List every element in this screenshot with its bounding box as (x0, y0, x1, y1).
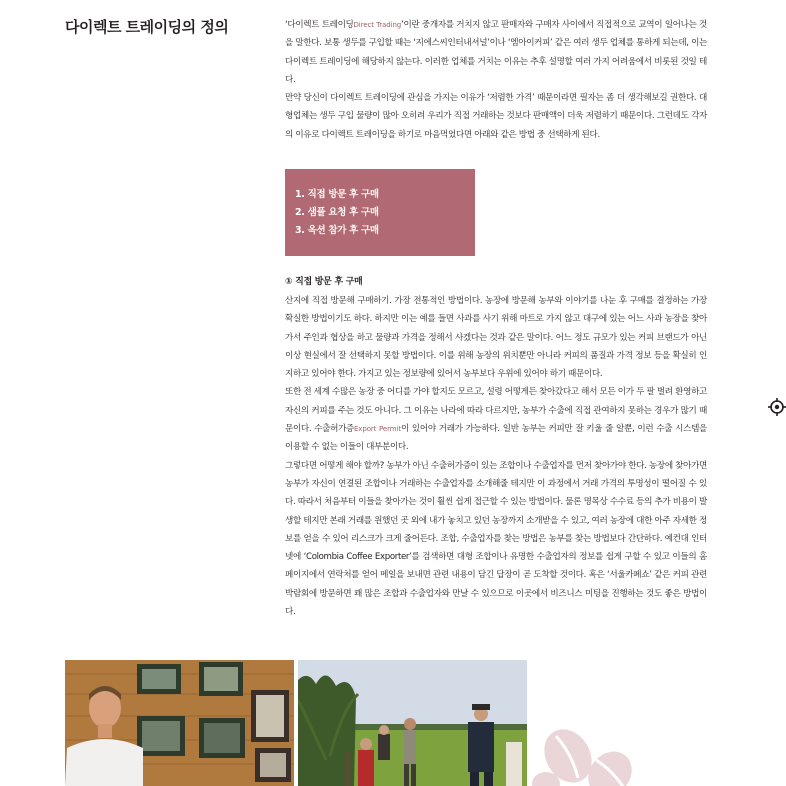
intro-paragraph: 만약 당신이 다이렉트 트레이딩에 관심을 가지는 이유가 ‘저렴한 가격’ 때문이라면 필자는 좀 더 생각해보길 권한다. 대형업체는 생두 구입 물량이 많아 오히려 우리가 직접 거래하는 것보다 판매액이 더욱 저렴하기 때문이다. 그런데도 각자의 이유로 다이렉트 트레이딩을 하기로 마음먹었다면 아래와 같은 방법 중 선택하게 된다. (285, 93, 707, 140)
term-export-permit: Export Permit (353, 425, 401, 434)
crosshair-icon[interactable] (768, 398, 786, 416)
method-item: 3. 옥션 참가 후 구매 (295, 225, 379, 236)
body-text (285, 292, 707, 621)
coffee-bean-icon (532, 722, 642, 786)
method-item: 1. 직접 방문 후 구매 (295, 189, 379, 200)
photo-farm-field (298, 660, 527, 786)
photo-farm-office (65, 660, 294, 786)
term-direct-trading: Direct Trading (353, 21, 402, 29)
methods-box (285, 169, 475, 256)
intro-text (285, 16, 707, 144)
method-item: 2. 샘플 요청 후 구매 (295, 207, 379, 218)
subsection-heading: ① 직접 방문 후 구매 (285, 277, 363, 287)
body-paragraph: 그렇다면 어떻게 해야 할까? 농부가 아닌 수출허가증이 있는 조합이나 수출업자를 먼저 찾아가야 한다. 농장에 찾아가면 농부가 자신이 연결된 조합이나 거래하는 수출업자를 소개해줄 테지만 이 과정에서 거래 가격의 투명성이 떨어질 수 있다. 따라서 처음부터 이들을 찾아가는 것이 훨씬 쉽게 접근할 수 있는 방법이다. 물론 명목상 수수료 등의 추가 비용이 발생할 테지만 본래 거래를 원했던 곳 외에 내가 놓치고 있던 농장까지 소개받을 수 있고, 여러 농장에 대한 아주 자세한 정보를 얻을 수 있어 리스크가 크게 줄어든다. 조합, 수출업자를 찾는 방법은 농부를 찾는 방법보다 간단하다. 예컨대 인터넷에 ‘Colombia Coffee Exporter’를 검색하면 대형 조합이나 유명한 수출업자의 정보를 쉽게 구할 수 있고 이들의 홈페이지에서 연락처를 얻어 메일을 보내면 관련 내용이 담긴 답장이 곧 도착할 것이다. 혹은 ‘서울카페쇼’ 같은 커피 관련 박람회에 방문하면 꽤 많은 조합과 수출업자와 만날 수 있으므로 이곳에서 비즈니스 미팅을 진행하는 것도 좋은 방법이다. (285, 460, 707, 618)
intro-paragraph: ‘다이렉트 트레이딩Direct Trading’이란 중개자를 거치지 않고 판매자와 구매자 사이에서 직접적으로 교역이 일어나는 것을 말한다. 보통 생두를 구입할 때는 ‘지에스씨인터내셔널’이나 ‘엠아이커피’ 같은 여러 생두 업체를 통하게 되는데, 이는 다이렉트 트레이딩에 해당하지 않는다. 이러한 업체를 거치는 이유는 추후 설명할 여러 가지 어려움에서 비롯된 것일 테다. (285, 20, 707, 85)
body-paragraph: 또한 전 세계 수많은 농장 중 어디를 가야 할지도 모르고, 설령 어떻게든 찾아갔다고 해서 모든 이가 두 팔 벌려 환영하고 자신의 커피를 주는 것도 아니다. 그 이유는 나라에 따라 다르지만, 농부가 수출에 직접 관여하지 못하는 경우가 많기 때문이다. 수출허가증Export Permit이 있어야 거래가 가능하다. 일반 농부는 커피만 잘 키울 줄 알뿐, 이런 수출 시스템을 이용할 수 없는 이들이 대부분이다. (285, 387, 707, 453)
body-paragraph: 산지에 직접 방문해 구매하기. 가장 전통적인 방법이다. 농장에 방문해 농부와 이야기를 나눈 후 구매를 결정하는 가장 확실한 방법이기도 하다. 하지만 이는 예를 들면 사과를 사기 위해 마트로 가지 않고 대구에 있는 어느 사과 농장을 찾아가서 주인과 협상을 하고 물량과 가격을 정해서 사겠다는 것과 같은 말이다. 어느 정도 규모가 있는 커피 브랜드가 아닌 이상 현실에서 잘 선택하지 못할 방법이다. 이를 위해 농장의 위치뿐만 아니라 커피의 품질과 가격 정보 등을 확실히 인지하고 있어야 한다. 가지고 있는 정보량에 있어서 농부보다 우위에 있어야 하기 때문이다. (285, 296, 707, 380)
section-title: 다이렉트 트레이딩의 정의 (65, 18, 229, 36)
